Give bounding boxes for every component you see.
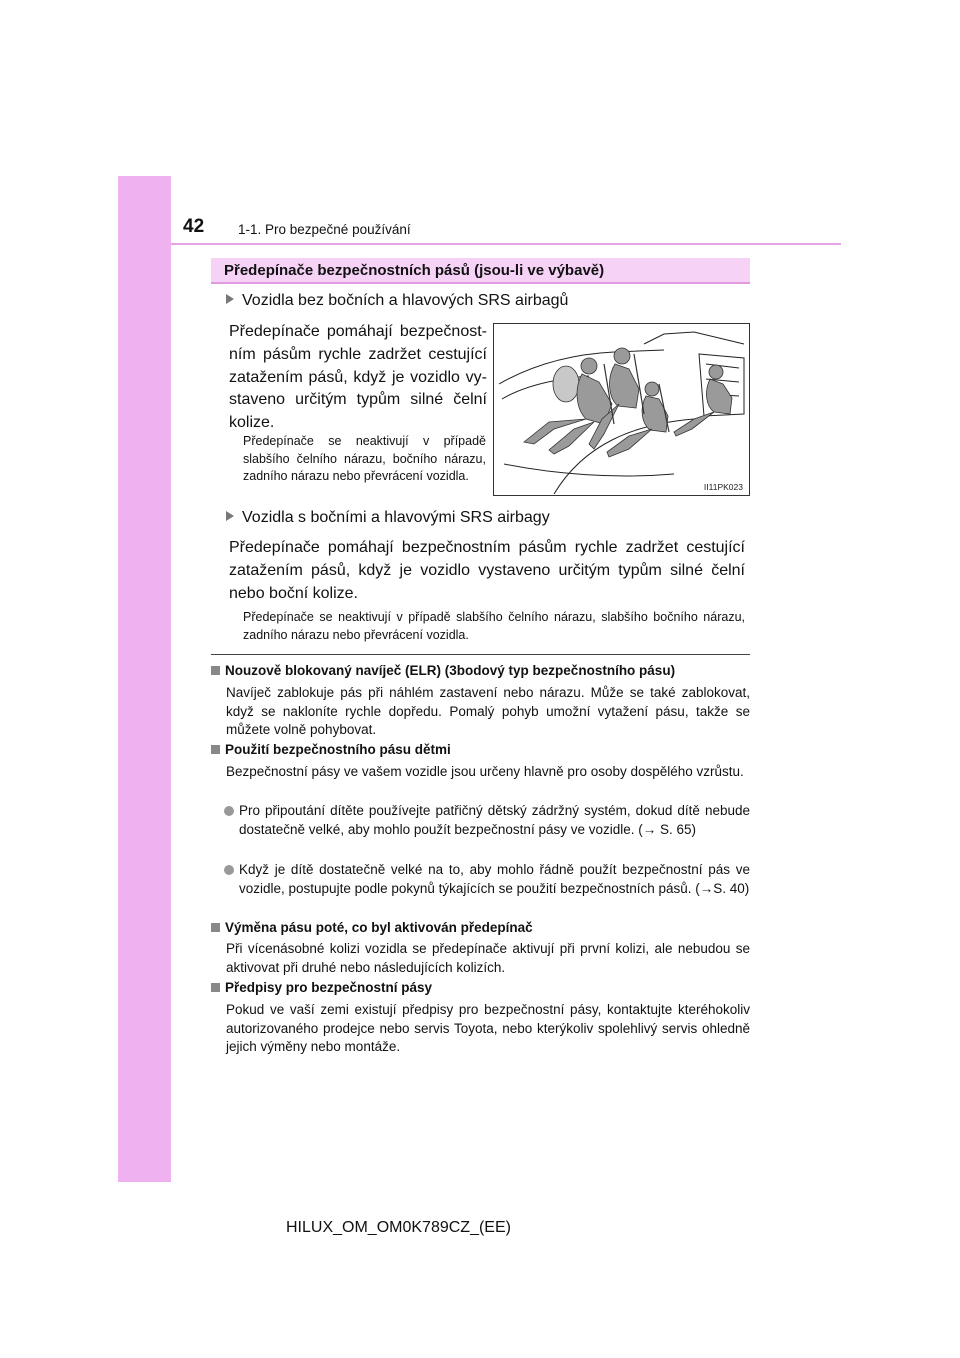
car-interior-figure <box>494 324 749 495</box>
figure-code: II11PK023 <box>703 482 743 492</box>
document-code: HILUX_OM_OM0K789CZ_(EE) <box>286 1219 511 1236</box>
circle-bullet-icon <box>224 806 234 816</box>
topic-banner <box>211 258 750 284</box>
note-no-airbags: Předepínače se neaktivují v případě slabšího čelního nárazu, bočního nárazu, zadního nárazu nebo převrácení vozidla. <box>243 434 486 483</box>
text-replacement: Při vícenásobné kolizi vozidla se předepínače aktivují při první kolizi, ale nebudou se aktivovat při druhé nebo následujících kolizích. <box>226 941 750 975</box>
note-with-airbags: Předepínače se neaktivují v případě slabšího čelního nárazu, slabšího bočního nárazu, zadního nárazu nebo převrácení vozidla. <box>243 610 745 642</box>
banner-title: Předepínače bezpečnostních pásů (jsou-li ve výbavě) <box>224 262 605 279</box>
text-elr: Navíječ zablokuje pás při náhlém zastavení nebo nárazu. Může se také zablokovat, když se nakloníte rychle dopředu. Pomalý pohyb umožní vytažení pásu, takže se můžete volně pohybovat. <box>226 685 750 738</box>
page-number: 42 <box>183 216 205 237</box>
triangle-bullet-icon <box>226 294 234 304</box>
body-with-airbags: Předepínače pomáhají bezpečnostním pásům rychle zadržet cestující zatažením pásů, když je vozidlo vystaveno určitým typům silné čelní nebo boční kolize. <box>229 539 745 602</box>
square-bullet-icon <box>211 923 220 932</box>
text-regulations: Pokud ve vaší zemi existují předpisy pro bezpečnostní pásy, kontaktujte kteréhokoliv autorizovaného prodejce nebo servis Toyota, nebo kterýkoliv spolehlivý servis ohledně jejich výměny nebo montáže. <box>226 1002 750 1055</box>
pretensioner-illustration <box>493 323 750 496</box>
square-bullet-icon <box>211 983 220 992</box>
subhead-no-airbags: Vozidla bez bočních a hlavových SRS airbagů <box>226 292 568 310</box>
triangle-bullet-icon <box>226 511 234 521</box>
page-side-tab <box>118 176 171 1182</box>
header-rule <box>171 243 841 245</box>
circle-bullet-icon <box>224 865 234 875</box>
bullet-child-restraint: Pro připoutání dítěte používejte patřičný dětský zádržný systém, dokud dítě nebude dostatečně velké, aby mohlo použít bezpečnostní pásy ve vozidle. (→ S. 65) <box>224 802 750 839</box>
heading-elr: Nouzově blokovaný navíječ (ELR) (3bodový typ bezpečnostního pásu) <box>211 663 675 678</box>
heading-regulations: Předpisy pro bezpečnostní pásy <box>211 980 432 995</box>
section-divider <box>211 654 750 655</box>
section-title: 1-1. Pro bezpečné používání <box>238 222 411 237</box>
heading-children: Použití bezpečnostního pásu dětmi <box>211 742 451 757</box>
heading-replacement: Výměna pásu poté, co byl aktivován předepínač <box>211 920 533 935</box>
subhead-with-airbags: Vozidla s bočními a hlavovými SRS airbagy <box>226 509 550 527</box>
body-no-airbags: Předepínače pomáhají bezpečnostním pásům rychle zadržet cestující zatažením pásů, když je vozidlo vystaveno určitým typům silné čelní kolize. <box>229 323 487 432</box>
square-bullet-icon <box>211 745 220 754</box>
bullet-child-seatbelt: Když je dítě dostatečně velké na to, aby mohlo řádně použít bezpečnostní pás ve vozidle, postupujte podle pokynů týkajících se použití bezpečnostních pásů. (→S. 40) <box>224 861 750 898</box>
square-bullet-icon <box>211 666 220 675</box>
text-children: Bezpečnostní pásy ve vašem vozidle jsou určeny hlavně pro osoby dospělého vzrůstu. <box>226 764 744 779</box>
